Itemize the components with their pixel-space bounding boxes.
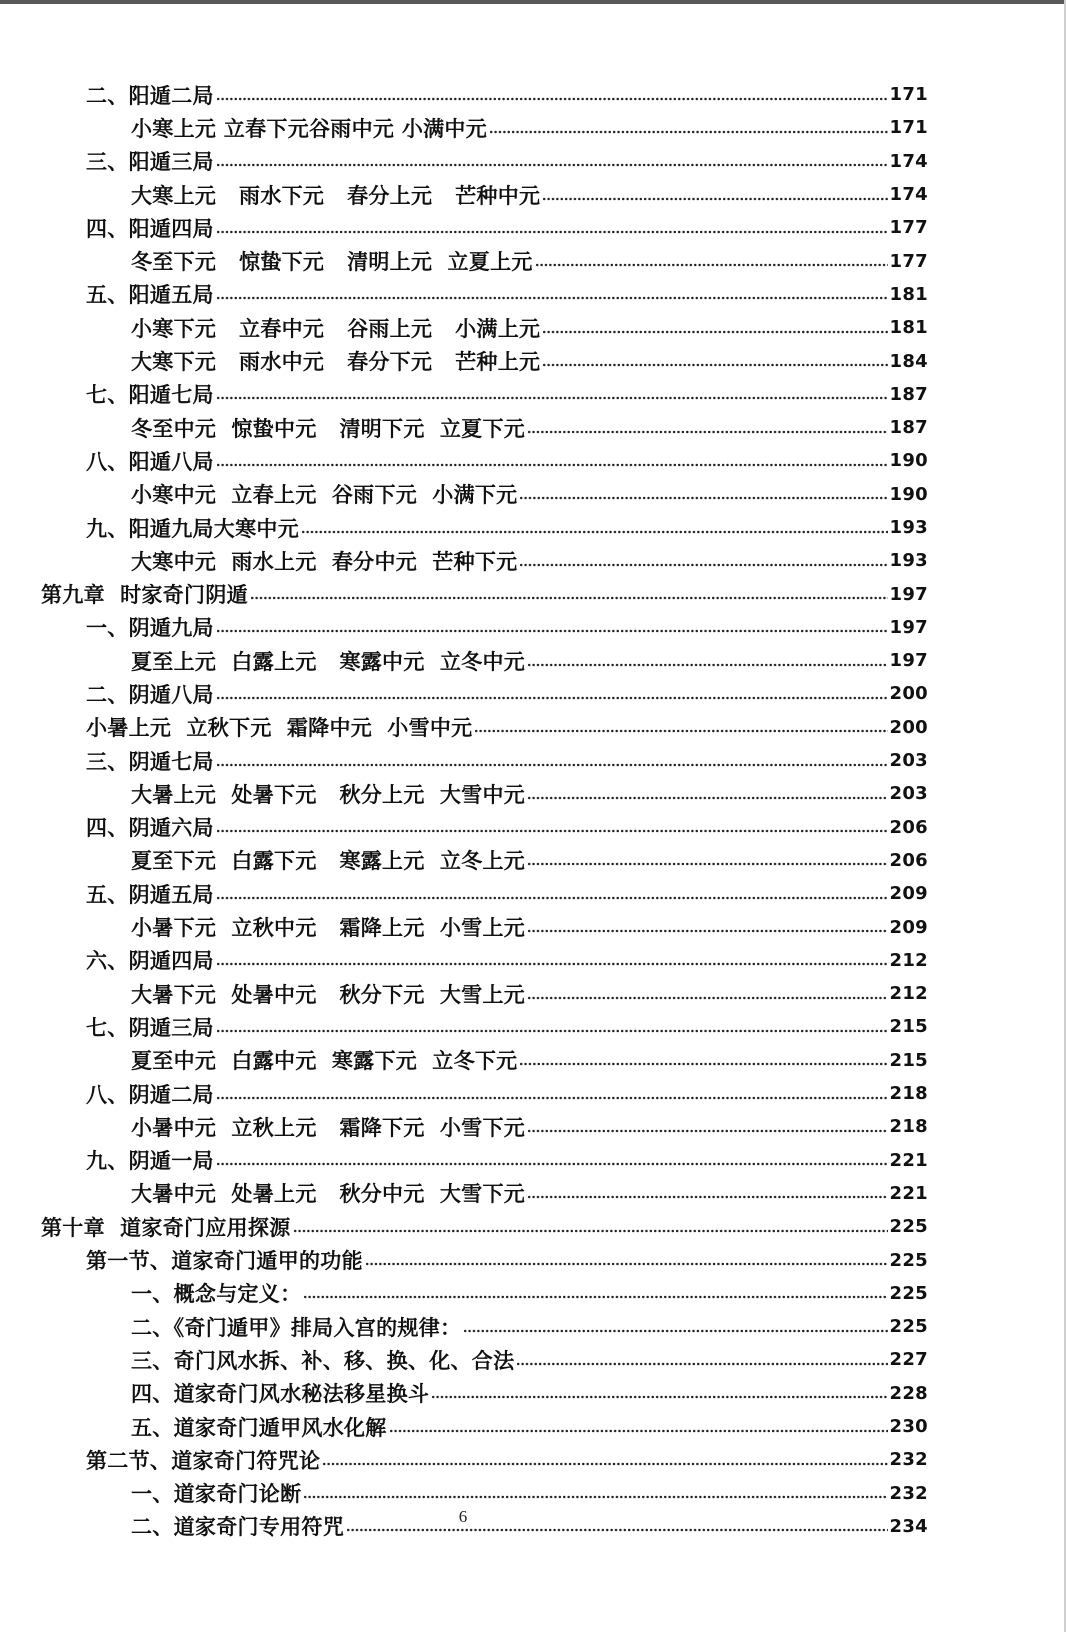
- toc-entry-page: 212: [889, 949, 928, 971]
- dot-leader: [527, 1195, 887, 1199]
- toc-entry-page: 225: [889, 1316, 928, 1338]
- toc-entry: [0, 1476, 1066, 1509]
- toc-entry-title: 五、道家奇门遁甲风水化解: [131, 1414, 387, 1440]
- toc-entry: [0, 844, 1066, 877]
- toc-entry-page: 218: [889, 1083, 928, 1105]
- toc-entry-page: 177: [889, 250, 928, 272]
- toc-entry-title: 大寒中元 雨水上元 春分中元 芒种下元: [131, 548, 518, 574]
- toc-entry-title: 二、道家奇门专用符咒: [131, 1514, 344, 1540]
- toc-entry: [0, 511, 1066, 544]
- toc-entry-page: 228: [889, 1382, 928, 1404]
- dot-leader: [463, 1329, 887, 1333]
- toc-entry-page: 225: [889, 1249, 928, 1271]
- toc-entry-page: 225: [889, 1216, 928, 1238]
- dot-leader: [322, 1462, 887, 1466]
- toc-entry-page: 232: [889, 1449, 928, 1471]
- toc-entry: [0, 111, 1066, 144]
- dot-leader: [474, 729, 887, 733]
- dot-leader: [542, 363, 887, 367]
- toc-entry-page: 197: [889, 650, 928, 672]
- dot-leader: [216, 696, 888, 700]
- toc-entry: [0, 1044, 1066, 1077]
- toc-entry: [0, 777, 1066, 810]
- toc-entry-page: 187: [889, 383, 928, 405]
- toc-entry-title: 八、阴遁二局: [86, 1081, 214, 1107]
- dot-leader: [250, 596, 888, 600]
- toc-entry-page: 190: [889, 450, 928, 472]
- toc-entry-title: 大暑下元 处暑中元 秋分下元 大雪上元: [131, 981, 526, 1007]
- toc-entry-title: 一、阴遁九局: [86, 615, 214, 641]
- table-of-contents: [0, 78, 1066, 1543]
- toc-entry: [0, 244, 1066, 277]
- toc-entry-title: 小寒中元 立春上元 谷雨下元 小满下元: [131, 482, 518, 508]
- toc-entry: [0, 1310, 1066, 1343]
- toc-entry: [0, 311, 1066, 344]
- toc-entry: [0, 1110, 1066, 1143]
- toc-entry-title: 七、阳遁七局: [86, 382, 214, 408]
- toc-entry-title: 小寒下元 立春中元 谷雨上元 小满上元: [131, 315, 541, 341]
- toc-entry-page: 221: [889, 1149, 928, 1171]
- toc-entry-page: 209: [889, 883, 928, 905]
- toc-entry-page: 234: [889, 1515, 928, 1537]
- dot-leader: [542, 330, 887, 334]
- toc-entry-title: 小寒上元 立春下元谷雨中元 小满中元: [131, 115, 488, 141]
- toc-entry-title: 四、阴遁六局: [86, 815, 214, 841]
- toc-entry-page: 174: [889, 150, 928, 172]
- toc-entry: [0, 677, 1066, 710]
- toc-entry-title: 二、阴遁八局: [86, 681, 214, 707]
- toc-entry: [0, 1277, 1066, 1310]
- dot-leader: [216, 463, 888, 467]
- toc-entry-page: 200: [889, 683, 928, 705]
- dot-leader: [346, 1528, 888, 1532]
- toc-entry: [0, 577, 1066, 610]
- dot-leader: [216, 896, 888, 900]
- top-border: [0, 0, 1066, 4]
- toc-entry: [0, 977, 1066, 1010]
- toc-entry-page: 184: [889, 350, 928, 372]
- toc-entry: [0, 544, 1066, 577]
- dot-leader: [527, 663, 887, 667]
- toc-entry-title: 四、阳遁四局: [86, 215, 214, 241]
- toc-entry-title: 第二节、道家奇门符咒论: [86, 1447, 321, 1473]
- toc-entry: [0, 178, 1066, 211]
- dot-leader: [527, 929, 887, 933]
- toc-entry-title: 二、《奇门遁甲》排局入宫的规律：: [131, 1314, 462, 1340]
- toc-entry: [0, 944, 1066, 977]
- toc-entry-page: 230: [889, 1416, 928, 1438]
- toc-entry-title: 六、阴遁四局: [86, 948, 214, 974]
- toc-entry-page: 187: [889, 417, 928, 439]
- toc-entry-title: 五、阳遁五局: [86, 282, 214, 308]
- toc-entry-title: 夏至中元 白露中元 寒露下元 立冬下元: [131, 1048, 518, 1074]
- toc-entry-page: 193: [889, 517, 928, 538]
- dot-leader: [303, 1295, 887, 1299]
- dot-leader: [216, 97, 888, 101]
- toc-entry-title: 夏至上元 白露上元 寒露中元 立冬中元: [131, 648, 526, 674]
- toc-entry: [0, 145, 1066, 178]
- toc-entry-title: 三、阳遁三局: [86, 149, 214, 175]
- dot-leader: [535, 263, 888, 267]
- toc-entry-title: 四、道家奇门风水秘法移星换斗: [131, 1381, 430, 1407]
- toc-entry-title: 九、阳遁九局大寒中元: [86, 515, 299, 541]
- toc-entry: [0, 711, 1066, 744]
- toc-entry-title: 小暑中元 立秋上元 霜降下元 小雪下元: [131, 1114, 526, 1140]
- dot-leader: [365, 1262, 888, 1266]
- dot-leader: [216, 163, 888, 167]
- toc-entry: [0, 1343, 1066, 1376]
- toc-entry-page: 200: [889, 716, 928, 738]
- toc-entry-title: 大寒上元 雨水下元 春分上元 芒种中元: [131, 182, 541, 208]
- toc-entry: [0, 1410, 1066, 1443]
- dot-leader: [519, 1062, 887, 1066]
- dot-leader: [216, 629, 888, 633]
- toc-entry-title: 小暑上元 立秋下元 霜降中元 小雪中元: [86, 715, 473, 741]
- toc-entry-page: 203: [889, 750, 928, 772]
- toc-entry-title: 第一节、道家奇门遁甲的功能: [86, 1248, 363, 1274]
- toc-entry: [0, 211, 1066, 244]
- toc-entry-page: 203: [889, 783, 928, 805]
- dot-leader: [389, 1429, 888, 1433]
- toc-entry-page: 174: [889, 184, 928, 206]
- toc-entry-page: 221: [889, 1182, 928, 1204]
- dot-leader: [527, 430, 887, 434]
- toc-entry-page: 212: [889, 983, 928, 1005]
- toc-entry: [0, 1077, 1066, 1110]
- dot-leader: [216, 296, 888, 300]
- toc-entry: [0, 411, 1066, 444]
- toc-entry-page: 171: [889, 117, 928, 139]
- toc-entry-page: 197: [889, 583, 928, 605]
- toc-entry-page: 193: [889, 550, 928, 572]
- toc-entry: [0, 344, 1066, 377]
- toc-entry-title: 第九章 时家奇门阴遁: [41, 582, 248, 608]
- toc-entry: [0, 78, 1066, 111]
- toc-entry-title: 夏至下元 白露下元 寒露上元 立冬上元: [131, 848, 526, 874]
- toc-entry-page: 218: [889, 1116, 928, 1138]
- toc-entry: [0, 1144, 1066, 1177]
- toc-entry-title: 一、概念与定义：: [131, 1281, 302, 1307]
- dot-leader: [216, 829, 888, 833]
- dot-leader: [301, 530, 888, 534]
- toc-entry-title: 九、阴遁一局: [86, 1148, 214, 1174]
- toc-entry-title: 八、阳遁八局: [86, 448, 214, 474]
- toc-entry-page: 225: [889, 1282, 928, 1304]
- dot-leader: [216, 1029, 888, 1033]
- toc-entry-page: 197: [889, 616, 928, 638]
- toc-entry-page: 227: [889, 1349, 928, 1371]
- toc-entry-page: 177: [889, 217, 928, 239]
- dot-leader: [489, 130, 887, 134]
- toc-entry: [0, 1010, 1066, 1043]
- dot-leader: [303, 1495, 887, 1499]
- toc-entry-title: 一、道家奇门论断: [131, 1481, 302, 1507]
- toc-entry-page: 171: [889, 84, 928, 106]
- toc-entry-title: 大暑中元 处暑上元 秋分中元 大雪下元: [131, 1181, 526, 1207]
- toc-entry-title: 冬至下元 惊蛰下元 清明上元 立夏上元: [131, 249, 533, 275]
- toc-entry: [0, 478, 1066, 511]
- toc-entry: [0, 378, 1066, 411]
- dot-leader: [527, 1129, 887, 1133]
- toc-entry: [0, 744, 1066, 777]
- dot-leader: [527, 796, 887, 800]
- toc-entry: [0, 444, 1066, 477]
- toc-entry-page: 181: [889, 317, 928, 339]
- toc-entry-page: 215: [889, 1016, 928, 1038]
- toc-entry: [0, 1377, 1066, 1410]
- toc-entry-title: 三、奇门风水拆、补、移、换、化、合法: [131, 1347, 515, 1373]
- toc-entry: [0, 811, 1066, 844]
- dot-leader: [527, 862, 887, 866]
- toc-entry-title: 大寒下元 雨水中元 春分下元 芒种上元: [131, 349, 541, 375]
- dot-leader: [431, 1395, 887, 1399]
- toc-entry: [0, 910, 1066, 943]
- dot-leader: [216, 396, 888, 400]
- dot-leader: [216, 1162, 888, 1166]
- toc-entry-title: 冬至中元 惊蛰中元 清明下元 立夏下元: [131, 415, 526, 441]
- toc-entry-title: 七、阴遁三局: [86, 1014, 214, 1040]
- toc-entry: [0, 877, 1066, 910]
- dot-leader: [542, 197, 887, 201]
- toc-entry: [0, 1177, 1066, 1210]
- toc-entry: [0, 278, 1066, 311]
- toc-entry-title: 第十章 道家奇门应用探源: [41, 1214, 291, 1240]
- toc-entry-page: 206: [889, 849, 928, 871]
- dot-leader: [216, 230, 888, 234]
- toc-entry-page: 181: [889, 283, 928, 305]
- toc-entry: [0, 1443, 1066, 1476]
- toc-entry-page: 215: [889, 1049, 928, 1071]
- toc-entry-page: 206: [889, 816, 928, 838]
- toc-entry-title: 小暑下元 立秋中元 霜降上元 小雪上元: [131, 915, 526, 941]
- dot-leader: [293, 1229, 888, 1233]
- toc-entry-page: 232: [889, 1482, 928, 1504]
- dot-leader: [516, 1362, 887, 1366]
- toc-entry-page: 209: [889, 916, 928, 938]
- dot-leader: [216, 1096, 888, 1100]
- dot-leader: [519, 496, 887, 500]
- toc-entry-title: 二、阳遁二局: [86, 82, 214, 108]
- page-number: 6: [458, 1507, 468, 1526]
- toc-entry-title: 五、阴遁五局: [86, 881, 214, 907]
- toc-entry: [0, 1210, 1066, 1243]
- dot-leader: [527, 996, 887, 1000]
- toc-entry-page: 190: [889, 483, 928, 505]
- toc-entry: [0, 644, 1066, 677]
- dot-leader: [216, 763, 888, 767]
- toc-entry: [0, 611, 1066, 644]
- toc-entry-title: 三、阴遁七局: [86, 748, 214, 774]
- toc-entry-title: 大暑上元 处暑下元 秋分上元 大雪中元: [131, 781, 526, 807]
- dot-leader: [216, 962, 888, 966]
- toc-entry: [0, 1243, 1066, 1276]
- dot-leader: [519, 563, 887, 567]
